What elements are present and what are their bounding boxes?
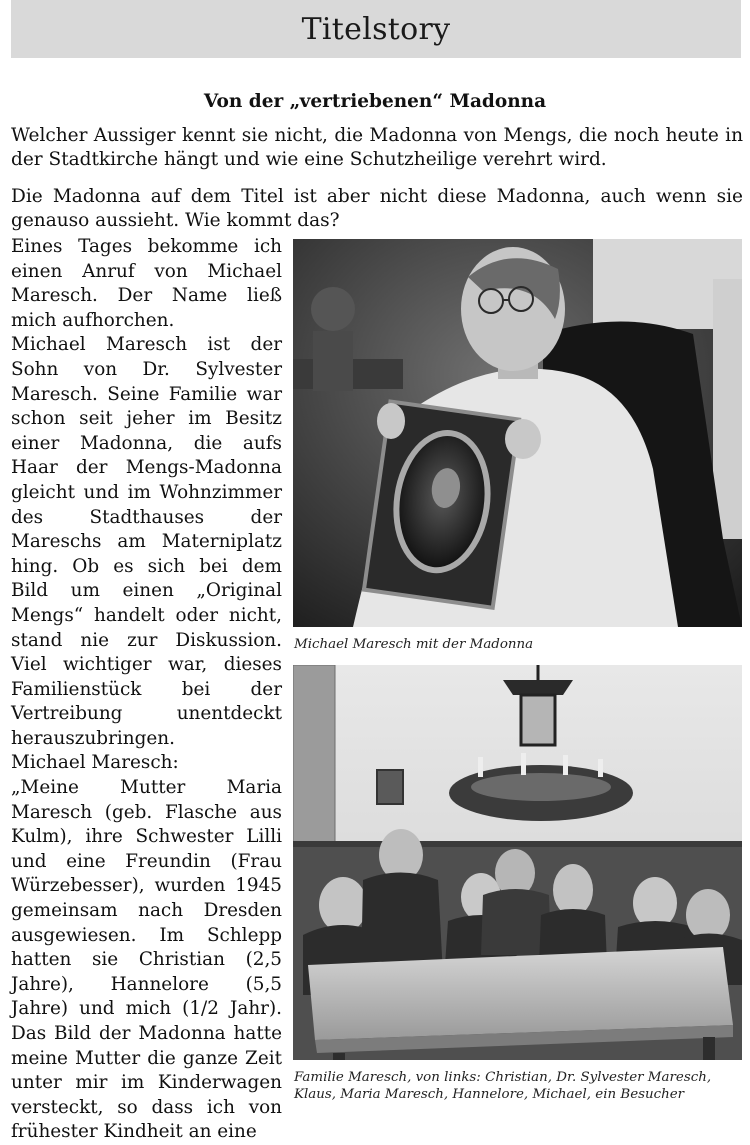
article-headline: Von der „vertriebenen“ Madonna: [203, 91, 547, 112]
photo-family-maresch: [293, 665, 742, 1060]
body-paragraph-4: „Meine Mutter Maria Maresch (geb. Flasche aus Kulm), ihre Schwester Lilli und eine Freundin (Frau Würzebesser), wurden 1945 gemeinsam nach Dresden ausgewiesen. Im Schlepp hatten sie Christian (2,5 Jahre), Hannelore (5,5 Jahre) und mich (1/2 Jahr). Das Bild der Madonna hatte meine Mutter die ganze Zeit unter mir im Kinderwagen versteckt, so dass ich von frühester Kindheit an eine: [11, 777, 282, 1143]
section-header-bar: [11, 0, 741, 58]
body-paragraph-3: Michael Maresch:: [11, 752, 179, 774]
photo-caption-1: Michael Maresch mit der Madonna: [294, 637, 534, 652]
section-title: Titelstory: [301, 11, 451, 47]
intro-paragraph-1: Welcher Aussiger kennt sie nicht, die Madonna von Mengs, die noch heute in der Stadtkirche hängt und wie eine Schutzheilige verehrt wird.: [11, 125, 743, 170]
article-body-column: [11, 235, 282, 1145]
photo-michael-with-madonna: [293, 239, 742, 627]
body-paragraph-1: Eines Tages bekomme ich einen Anruf von Michael Maresch. Der Name ließ mich aufhorchen.: [11, 236, 282, 331]
intro-paragraph-2: Die Madonna auf dem Titel ist aber nicht diese Madonna, auch wenn sie genauso aussieht. Wie kommt das?: [11, 186, 743, 231]
body-paragraph-2: Michael Maresch ist der Sohn von Dr. Sylvester Maresch. Seine Familie war schon seit jeher im Besitz einer Madonna, die aufs Haar der Mengs-Madonna gleicht und im Wohnzimmer des Stadthauses der Mareschs am Materniplatz hing. Ob es sich bei dem Bild um einen „Original Mengs“ handelt oder nicht, stand nie zur Diskussion. Viel wichtiger war, dieses Familienstück bei der Vertreibung unentdeckt herauszubringen.: [11, 334, 282, 749]
photo-caption-2: Familie Maresch, von links: Christian, Dr. Sylvester Maresch, Klaus, Maria Maresch, Hannelore, Michael, ein Besucher: [294, 1070, 712, 1102]
